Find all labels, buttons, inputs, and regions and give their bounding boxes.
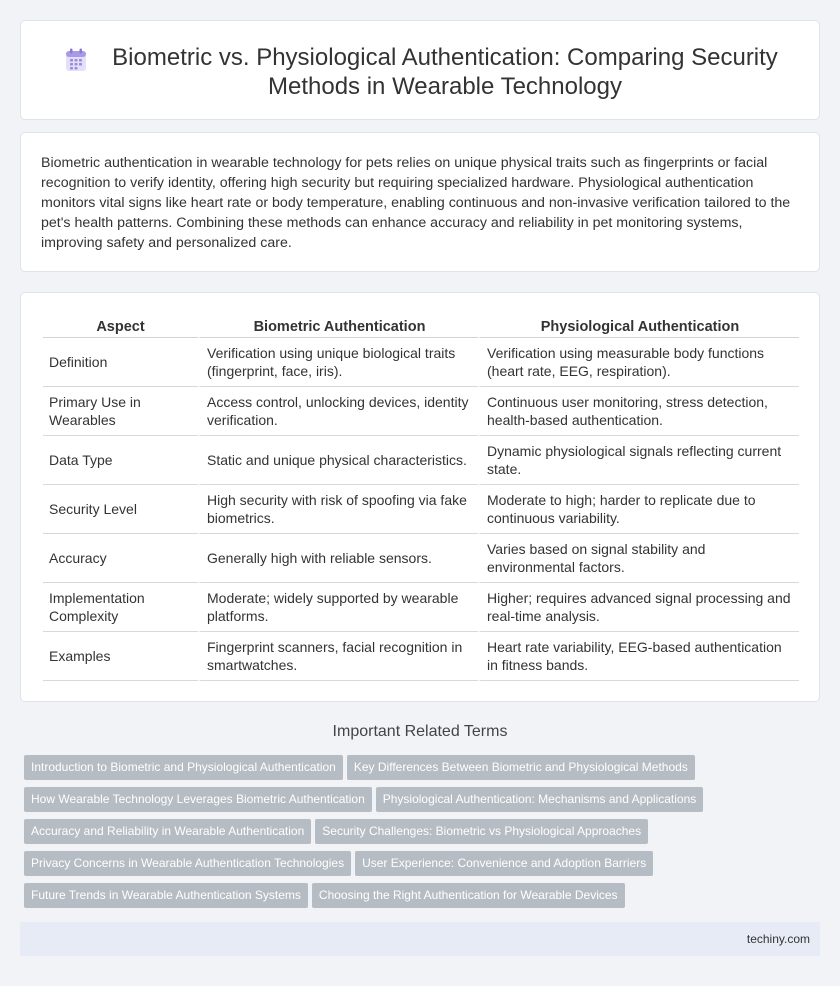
column-header-physiological: Physiological Authentication (478, 317, 799, 338)
table-cell-physiological: Verification using measurable body functions (heart rate, EEG, respiration). (478, 338, 799, 387)
related-terms-title: Important Related Terms (332, 723, 508, 740)
table-cell-biometric: Verification using unique biological traits (fingerprint, face, iris). (198, 338, 478, 387)
header-card (20, 20, 820, 120)
related-term-link[interactable]: Physiological Authentication: Mechanisms and Applications (376, 787, 704, 812)
related-term-link[interactable]: Key Differences Between Biometric and Physiological Methods (347, 755, 695, 780)
intro-card (20, 132, 820, 272)
table-cell-physiological: Continuous user monitoring, stress detection, health-based authentication. (478, 387, 799, 436)
related-term-link[interactable]: How Wearable Technology Leverages Biometric Authentication (24, 787, 372, 812)
table-cell-biometric: Moderate; widely supported by wearable platforms. (198, 583, 478, 632)
table-row (43, 485, 799, 534)
related-term-link[interactable]: Accuracy and Reliability in Wearable Authentication (24, 819, 311, 844)
related-term-link[interactable]: Security Challenges: Biometric vs Physiological Approaches (315, 819, 648, 844)
column-header-aspect: Aspect (43, 317, 198, 338)
table-row (43, 534, 799, 583)
table-cell-physiological: Varies based on signal stability and environmental factors. (478, 534, 799, 583)
related-term-link[interactable]: Introduction to Biometric and Physiological Authentication (24, 755, 343, 780)
related-term-link[interactable]: User Experience: Convenience and Adoption Barriers (355, 851, 653, 876)
related-term-link[interactable]: Future Trends in Wearable Authentication Systems (24, 883, 308, 908)
table-cell-biometric: Generally high with reliable sensors. (198, 534, 478, 583)
related-term-link[interactable]: Choosing the Right Authentication for Wearable Devices (312, 883, 625, 908)
table-row (43, 632, 799, 681)
table-cell-aspect: Data Type (43, 436, 198, 485)
table-header-row (43, 317, 799, 338)
related-terms-list (24, 755, 824, 915)
table-row (43, 583, 799, 632)
table-row (43, 338, 799, 387)
table-cell-biometric: Fingerprint scanners, facial recognition in smartwatches. (198, 632, 478, 681)
table-cell-aspect: Examples (43, 632, 198, 681)
table-cell-physiological: Heart rate variability, EEG-based authentication in fitness bands. (478, 632, 799, 681)
table-row (43, 436, 799, 485)
related-term-link[interactable]: Privacy Concerns in Wearable Authentication Technologies (24, 851, 351, 876)
comparison-table (43, 317, 799, 681)
table-cell-biometric: Access control, unlocking devices, identity verification. (198, 387, 478, 436)
column-header-biometric: Biometric Authentication (198, 317, 478, 338)
intro-paragraph: Biometric authentication in wearable technology for pets relies on unique physical traits such as fingerprints or facial recognition to verify identity, offering high security but requiring specialized hardware. Physiological authentication monitors vital signs like heart rate or body temperature, enabling continuous and non-invasive verification tailored to the pet's health patterns. Combining these methods can enhance accuracy and reliability in pet monitoring systems, improving safety and personalized care. (41, 155, 791, 251)
footer-site-name[interactable]: techiny.com (746, 932, 810, 946)
table-cell-aspect: Security Level (43, 485, 198, 534)
table-row (43, 387, 799, 436)
table-cell-aspect: Implementation Complexity (43, 583, 198, 632)
table-cell-biometric: High security with risk of spoofing via fake biometrics. (198, 485, 478, 534)
table-cell-physiological: Dynamic physiological signals reflecting current state. (478, 436, 799, 485)
table-cell-aspect: Definition (43, 338, 198, 387)
footer-bar (20, 922, 820, 956)
table-cell-physiological: Moderate to high; harder to replicate due to continuous variability. (478, 485, 799, 534)
comparison-table-card (20, 292, 820, 702)
table-cell-biometric: Static and unique physical characteristics. (198, 436, 478, 485)
page-title: Biometric vs. Physiological Authentication: Comparing Security Methods in Wearable Technology (112, 44, 778, 100)
table-cell-aspect: Accuracy (43, 534, 198, 583)
table-cell-physiological: Higher; requires advanced signal processing and real-time analysis. (478, 583, 799, 632)
table-cell-aspect: Primary Use in Wearables (43, 387, 198, 436)
